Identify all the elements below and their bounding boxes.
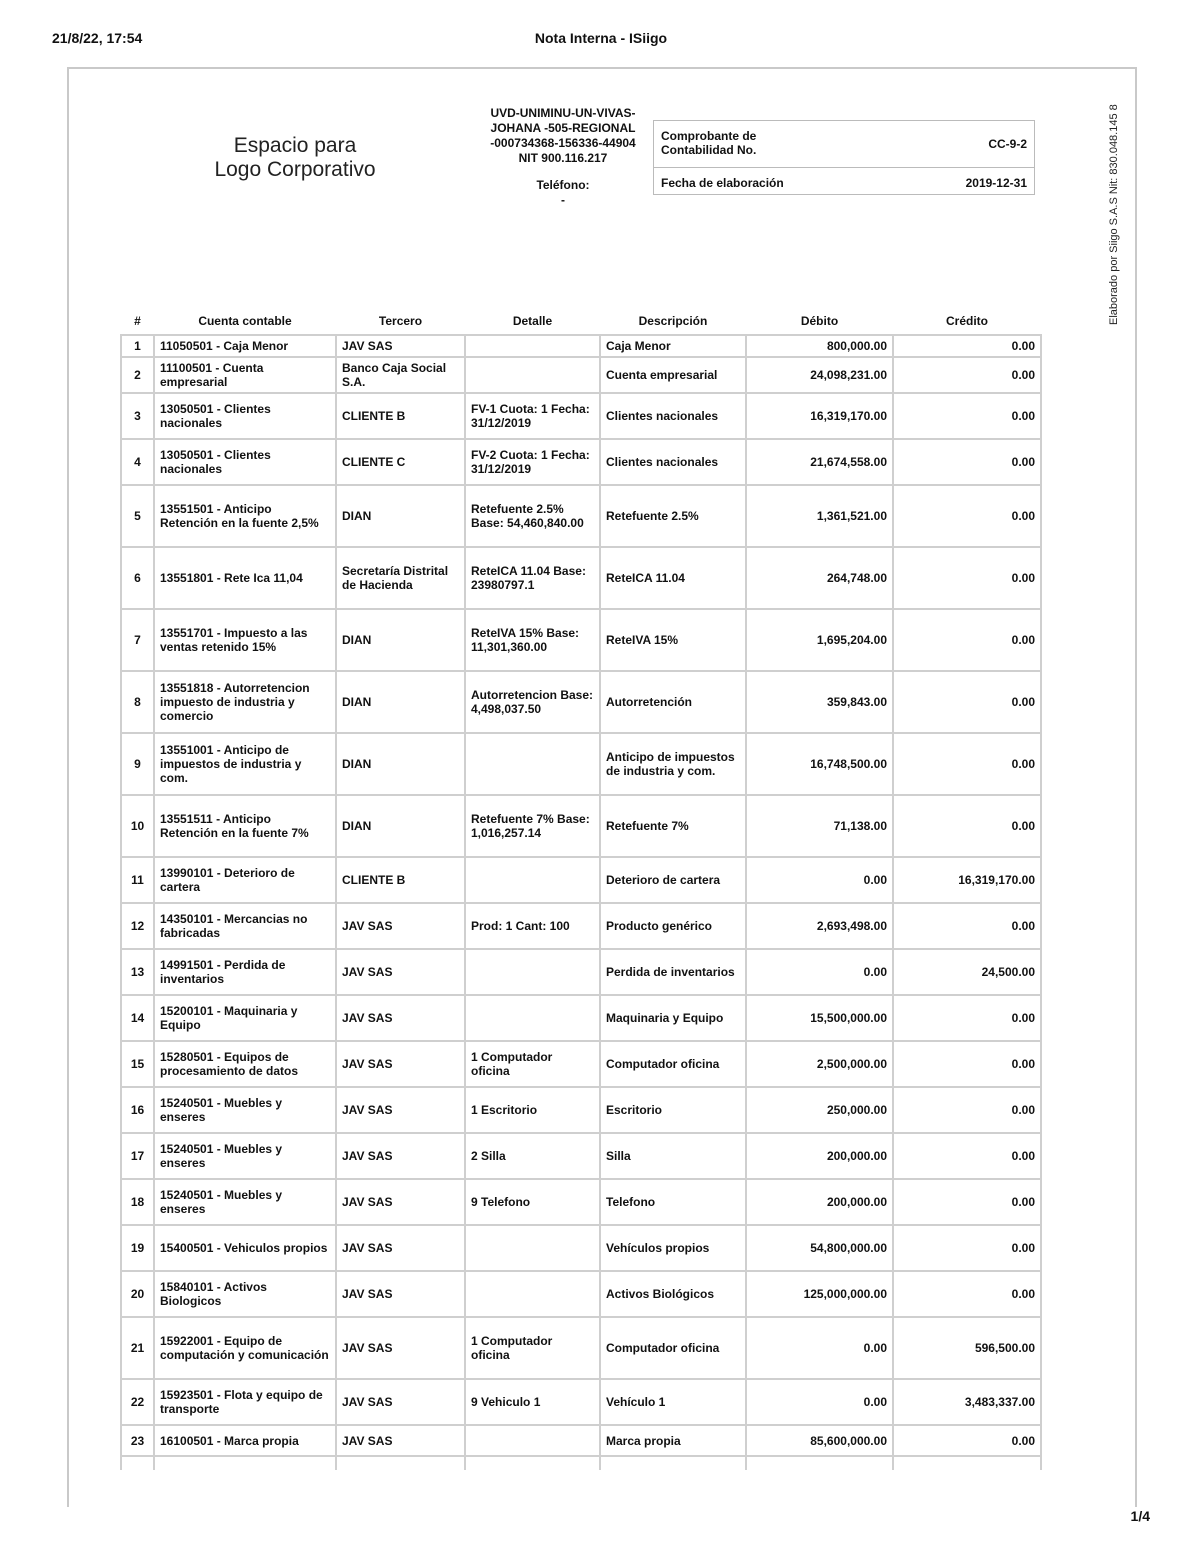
table-row [121,857,1041,903]
credit-cell: 0.00 [893,1041,1041,1087]
debit-cell: 1,695,204.00 [746,609,893,671]
description-cell: Retefuente 2.5% [600,485,746,547]
voucher-box [653,120,1035,195]
credit-cell: 0.00 [893,733,1041,795]
debit-cell: 125,000,000.00 [746,1271,893,1317]
detail-cell [465,949,600,995]
debit-cell: 359,843.00 [746,671,893,733]
detail-cell: ReteICA 11.04 Base: 23980797.1 [465,547,600,609]
print-header [52,30,1150,50]
third-party-cell: DIAN [336,485,465,547]
debit-cell: 264,748.00 [746,547,893,609]
row-index: 11 [121,857,154,903]
debit-cell: 16,319,170.00 [746,393,893,439]
credit-cell: 0.00 [893,1425,1041,1456]
table-row [121,795,1041,857]
empty-cell [746,1456,893,1470]
third-party-cell: JAV SAS [336,995,465,1041]
header-third-party: Tercero [378,314,423,328]
row-index: 13 [121,949,154,995]
empty-cell [465,1456,600,1470]
print-title: Nota Interna - ISiigo [534,30,668,46]
row-index: 12 [121,903,154,949]
table-row [121,733,1041,795]
detail-cell [465,357,600,393]
debit-cell: 54,800,000.00 [746,1225,893,1271]
debit-cell: 0.00 [746,949,893,995]
company-nit: NIT 900.116.217 [518,151,608,165]
entries-table [120,310,1042,1470]
voucher-divider [654,167,1034,168]
account-cell: 15240501 - Muebles y enseres [154,1087,336,1133]
account-cell: 15923501 - Flota y equipo de transporte [154,1379,336,1425]
row-index: 19 [121,1225,154,1271]
logo-placeholder [170,134,420,182]
account-cell: 13551801 - Rete Ica 11,04 [154,547,336,609]
print-datetime: 21/8/22, 17:54 [52,30,143,46]
credit-cell: 0.00 [893,1225,1041,1271]
detail-cell: ReteIVA 15% Base: 11,301,360.00 [465,609,600,671]
third-party-cell: JAV SAS [336,335,465,357]
account-cell: 16100501 - Marca propia [154,1425,336,1456]
detail-cell [465,857,600,903]
row-index: 20 [121,1271,154,1317]
account-cell: 15240501 - Muebles y enseres [154,1133,336,1179]
row-index: 7 [121,609,154,671]
account-cell: 15280501 - Equipos de procesamiento de datos [154,1041,336,1087]
credit-cell: 0.00 [893,671,1041,733]
description-cell: Vehículos propios [600,1225,746,1271]
third-party-cell: JAV SAS [336,1271,465,1317]
row-index: 14 [121,995,154,1041]
table-header-row [121,310,1041,335]
debit-cell: 800,000.00 [746,335,893,357]
third-party-cell: JAV SAS [336,1087,465,1133]
table-row [121,1087,1041,1133]
credit-cell: 0.00 [893,335,1041,357]
row-index: 8 [121,671,154,733]
header-account: Cuenta contable [198,314,292,328]
credit-cell: 0.00 [893,439,1041,485]
description-cell: ReteIVA 15% [600,609,746,671]
credit-cell: 0.00 [893,485,1041,547]
description-cell: ReteICA 11.04 [600,547,746,609]
detail-cell: 1 Escritorio [465,1087,600,1133]
credit-cell: 0.00 [893,1271,1041,1317]
credit-cell: 0.00 [893,1133,1041,1179]
voucher-number-label: Comprobante de Contabilidad No. [661,129,757,157]
third-party-cell: DIAN [336,609,465,671]
description-cell: Anticipo de impuestos de industria y com. [600,733,746,795]
row-index: 1 [121,335,154,357]
header-credit: Crédito [946,314,988,328]
debit-cell: 1,361,521.00 [746,485,893,547]
account-cell: 11100501 - Cuenta empresarial [154,357,336,393]
credit-cell: 0.00 [893,609,1041,671]
table-row [121,1041,1041,1087]
description-cell: Deterioro de cartera [600,857,746,903]
row-index: 22 [121,1379,154,1425]
page-number: 1/4 [1130,1508,1150,1524]
empty-cell [600,1456,746,1470]
account-cell: 13050501 - Clientes nacionales [154,393,336,439]
row-index: 6 [121,547,154,609]
detail-cell [465,995,600,1041]
description-cell: Telefono [600,1179,746,1225]
account-cell: 13990101 - Deterioro de cartera [154,857,336,903]
third-party-cell: DIAN [336,671,465,733]
debit-cell: 15,500,000.00 [746,995,893,1041]
third-party-cell: CLIENTE B [336,857,465,903]
detail-cell: Retefuente 7% Base: 1,016,257.14 [465,795,600,857]
third-party-cell: Secretaría Distrital de Hacienda [336,547,465,609]
third-party-cell: JAV SAS [336,1379,465,1425]
account-cell: 15200101 - Maquinaria y Equipo [154,995,336,1041]
third-party-cell: CLIENTE C [336,439,465,485]
empty-cell [154,1456,336,1470]
description-cell: Caja Menor [600,335,746,357]
third-party-cell: DIAN [336,733,465,795]
detail-cell [465,733,600,795]
debit-cell: 2,693,498.00 [746,903,893,949]
row-index: 10 [121,795,154,857]
empty-cell [121,1456,154,1470]
logo-line-1: Espacio para [233,134,357,157]
logo-line-2: Logo Corporativo [214,158,376,181]
row-index: 16 [121,1087,154,1133]
header-description: Descripción [638,314,708,328]
account-cell: 14350101 - Mercancias no fabricadas [154,903,336,949]
account-cell: 13551701 - Impuesto a las ventas retenido 15% [154,609,336,671]
description-cell: Escritorio [600,1087,746,1133]
description-cell: Retefuente 7% [600,795,746,857]
table-row [121,393,1041,439]
detail-cell: FV-2 Cuota: 1 Fecha: 31/12/2019 [465,439,600,485]
description-cell: Activos Biológicos [600,1271,746,1317]
credit-cell: 0.00 [893,1179,1041,1225]
credit-cell: 596,500.00 [893,1317,1041,1379]
third-party-cell: JAV SAS [336,1133,465,1179]
table-row [121,1379,1041,1425]
table-row [121,439,1041,485]
table-row [121,1225,1041,1271]
table-row [121,949,1041,995]
table-row [121,903,1041,949]
empty-cell [336,1456,465,1470]
table-row [121,1179,1041,1225]
debit-cell: 24,098,231.00 [746,357,893,393]
description-cell: Clientes nacionales [600,393,746,439]
third-party-cell: JAV SAS [336,1425,465,1456]
third-party-cell: CLIENTE B [336,393,465,439]
credit-cell: 0.00 [893,393,1041,439]
detail-cell [465,335,600,357]
table-body [121,335,1041,1470]
description-cell: Perdida de inventarios [600,949,746,995]
account-cell: 13551501 - Anticipo Retención en la fuente 2,5% [154,485,336,547]
row-index: 23 [121,1425,154,1456]
row-index: 21 [121,1317,154,1379]
voucher-number-value: CC-9-2 [988,137,1027,151]
side-credit-text: Elaborado por Siigo S.A.S Nit: 830.048.145 8 [1108,104,1120,325]
table-row [121,485,1041,547]
debit-cell: 200,000.00 [746,1179,893,1225]
company-name: UVD-UNIMINU-UN-VIVAS-JOHANA -505-REGIONAL -000734368-156336-44904 [490,106,636,150]
description-cell: Computador oficina [600,1041,746,1087]
table-row [121,1317,1041,1379]
header-debit: Débito [800,314,839,328]
table-row [121,1425,1041,1456]
debit-cell: 21,674,558.00 [746,439,893,485]
detail-cell [465,1271,600,1317]
credit-cell: 0.00 [893,547,1041,609]
debit-cell: 2,500,000.00 [746,1041,893,1087]
row-index: 9 [121,733,154,795]
debit-cell: 0.00 [746,1317,893,1379]
detail-cell: Retefuente 2.5% Base: 54,460,840.00 [465,485,600,547]
debit-cell: 250,000.00 [746,1087,893,1133]
detail-cell [465,1425,600,1456]
credit-cell: 0.00 [893,357,1041,393]
table-row [121,1133,1041,1179]
detail-cell: 9 Vehiculo 1 [465,1379,600,1425]
description-cell: Vehículo 1 [600,1379,746,1425]
credit-cell: 24,500.00 [893,949,1041,995]
debit-cell: 85,600,000.00 [746,1425,893,1456]
credit-cell: 3,483,337.00 [893,1379,1041,1425]
voucher-date-label: Fecha de elaboración [661,176,784,190]
table-row [121,335,1041,357]
empty-cell [893,1456,1041,1470]
third-party-cell: JAV SAS [336,1317,465,1379]
company-phone-value: - [561,193,565,207]
row-index: 17 [121,1133,154,1179]
table-row [121,547,1041,609]
table-row [121,609,1041,671]
debit-cell: 16,748,500.00 [746,733,893,795]
description-cell: Computador oficina [600,1317,746,1379]
debit-cell: 200,000.00 [746,1133,893,1179]
row-index: 4 [121,439,154,485]
header-index: # [134,314,141,328]
account-cell: 11050501 - Caja Menor [154,335,336,357]
company-info [473,106,653,208]
description-cell: Maquinaria y Equipo [600,995,746,1041]
row-index: 15 [121,1041,154,1087]
voucher-date-value: 2019-12-31 [965,176,1027,190]
header-detail: Detalle [512,314,553,328]
detail-cell: Autorretencion Base: 4,498,037.50 [465,671,600,733]
detail-cell [465,1225,600,1271]
detail-cell: 1 Computador oficina [465,1041,600,1087]
third-party-cell: JAV SAS [336,1041,465,1087]
detail-cell: 2 Silla [465,1133,600,1179]
credit-cell: 0.00 [893,1087,1041,1133]
table-row [121,671,1041,733]
credit-cell: 0.00 [893,903,1041,949]
description-cell: Producto genérico [600,903,746,949]
account-cell: 15840101 - Activos Biologicos [154,1271,336,1317]
third-party-cell: JAV SAS [336,1179,465,1225]
credit-cell: 0.00 [893,995,1041,1041]
detail-cell: FV-1 Cuota: 1 Fecha: 31/12/2019 [465,393,600,439]
credit-cell: 0.00 [893,795,1041,857]
company-phone-label: Teléfono: [536,178,590,192]
account-cell: 13551001 - Anticipo de impuestos de industria y com. [154,733,336,795]
account-cell: 14991501 - Perdida de inventarios [154,949,336,995]
row-index: 18 [121,1179,154,1225]
account-cell: 13551511 - Anticipo Retención en la fuente 7% [154,795,336,857]
description-cell: Cuenta empresarial [600,357,746,393]
debit-cell: 0.00 [746,857,893,903]
row-index: 5 [121,485,154,547]
detail-cell: Prod: 1 Cant: 100 [465,903,600,949]
table-row [121,357,1041,393]
account-cell: 15240501 - Muebles y enseres [154,1179,336,1225]
third-party-cell: JAV SAS [336,949,465,995]
third-party-cell: DIAN [336,795,465,857]
account-cell: 15922001 - Equipo de computación y comunicación [154,1317,336,1379]
third-party-cell: Banco Caja Social S.A. [336,357,465,393]
account-cell: 13551818 - Autorretencion impuesto de industria y comercio [154,671,336,733]
description-cell: Marca propia [600,1425,746,1456]
row-index: 3 [121,393,154,439]
table-row [121,1271,1041,1317]
table-row [121,995,1041,1041]
account-cell: 13050501 - Clientes nacionales [154,439,336,485]
debit-cell: 71,138.00 [746,795,893,857]
third-party-cell: JAV SAS [336,903,465,949]
detail-cell: 1 Computador oficina [465,1317,600,1379]
account-cell: 15400501 - Vehiculos propios [154,1225,336,1271]
credit-cell: 16,319,170.00 [893,857,1041,903]
debit-cell: 0.00 [746,1379,893,1425]
description-cell: Silla [600,1133,746,1179]
table-row-continued [121,1456,1041,1470]
row-index: 2 [121,357,154,393]
third-party-cell: JAV SAS [336,1225,465,1271]
description-cell: Clientes nacionales [600,439,746,485]
detail-cell: 9 Telefono [465,1179,600,1225]
description-cell: Autorretención [600,671,746,733]
